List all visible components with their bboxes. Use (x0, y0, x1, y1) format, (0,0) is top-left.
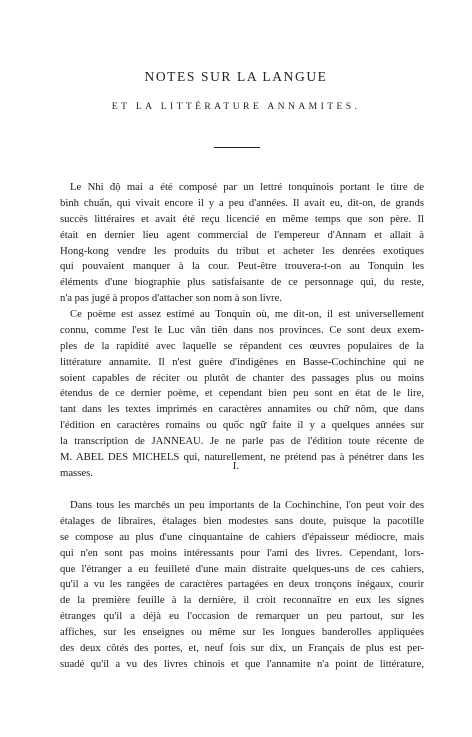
paragraph-1 (60, 180, 424, 307)
paragraph-3 (60, 498, 424, 673)
text-line: succès littéraires et avait été reçu licencié en même temps que son père. Il (60, 212, 424, 225)
text-line: étendus de ce dernier poème, et cependant bien peu sont en état de le lire, (60, 387, 424, 400)
section-number: I. (232, 460, 240, 472)
text-line: masses. (60, 466, 93, 479)
text-line: n'a pas jugé à propos d'attacher son nom à son livre. (60, 292, 282, 305)
text-line: se compose au plus d'une cinquantaine de cahiers d'épaisseur médiocre, mais (60, 530, 424, 543)
text-line: des deux côtés des portes, et, neuf fois sur dix, un Français de plus est per- (60, 642, 424, 655)
text-line: étalages de libraires, étalages bien modestes sans doute, puisque la pacotille (60, 514, 424, 527)
page-title: NOTES SUR LA LANGUE (144, 69, 328, 84)
text-line: binh chuẩn, qui vivait encore il y a peu d'années. Il avait eu, dit-on, de grands (60, 196, 424, 209)
text-line: de la première feuille à la dernière, il croit reconnaître en eux les signes (60, 594, 424, 607)
text-line: qui n'en sont pas moins intéressants pour l'ami des livres. Cependant, lors- (60, 546, 424, 559)
text-line: ples de la rapidité avec laquelle se répandent ces œuvres populaires de la (60, 339, 424, 352)
paragraph-2 (60, 307, 424, 482)
text-line: connu, comme l'est le Luc vân tiên dans nos provinces. Ce sont deux exem- (60, 323, 424, 336)
text-line: était en dernier lieu agent commercial de l'empereur d'Annam et allait à (60, 228, 424, 241)
text-line: étranges qu'il a déjà eu l'occasion de remarquer un peu partout, sur les (60, 610, 424, 623)
text-line: la transcription de JANNEAU. Je ne parle pas de l'édition toute récente de (60, 435, 424, 448)
text-line: M. ABEL DES MICHELS qui, naturellement, ne prétend pas à pénétrer dans les (60, 451, 424, 464)
text-line: tant dans les textes imprimés en caractères annamites ou chữ nôm, que dans (60, 403, 424, 416)
text-line: qu'il a vu les rangées de caractères partagées en deux tronçons inégaux, courir (60, 578, 424, 591)
text-line: Dans tous les marchés un peu importants de la Cochinchine, l'on peut voir des (70, 499, 424, 511)
text-line: que l'étranger a eu feuilleté d'une main distraite quelques-uns de ces cahiers, (60, 562, 424, 575)
text-line: soient capables de réciter ou plutôt de chanter des passages plus ou moins (60, 371, 424, 384)
text-line: Le Nhi độ mai a été composé par un lettré tonquinois portant le titre de (70, 181, 424, 193)
text-line: éléments d'une biographie plus satisfaisante de ce personnage qui, du reste, (60, 276, 424, 289)
page-subtitle: ET LA LITTÉRATURE ANNAMITES. (111, 101, 361, 112)
text-line: qui pouvaient manquer à la cour. Peut-être trouvera-t-on au Tonquin les (60, 260, 424, 273)
title-divider (214, 147, 260, 148)
text-line: Hong-kong vendre les produits du tribut et acheter les denrées exotiques (60, 244, 424, 257)
text-line: suadé qu'il a vu des livres chinois et que l'annamite n'a point de littérature, (60, 657, 424, 670)
text-line: Ce poème est assez estimé au Tonquin où, me dit-on, il est universellement (70, 308, 424, 320)
text-line: littérature annamite. Il n'est guère d'indigènes en Basse-Cochinchine qui ne (60, 355, 424, 368)
text-line: l'édition en caractères romains ou quốc ngữ faite il y a quelques années sur (60, 419, 424, 432)
text-line: affiches, sur les enseignes ou même sur les longues banderolles appliquées (60, 626, 424, 639)
